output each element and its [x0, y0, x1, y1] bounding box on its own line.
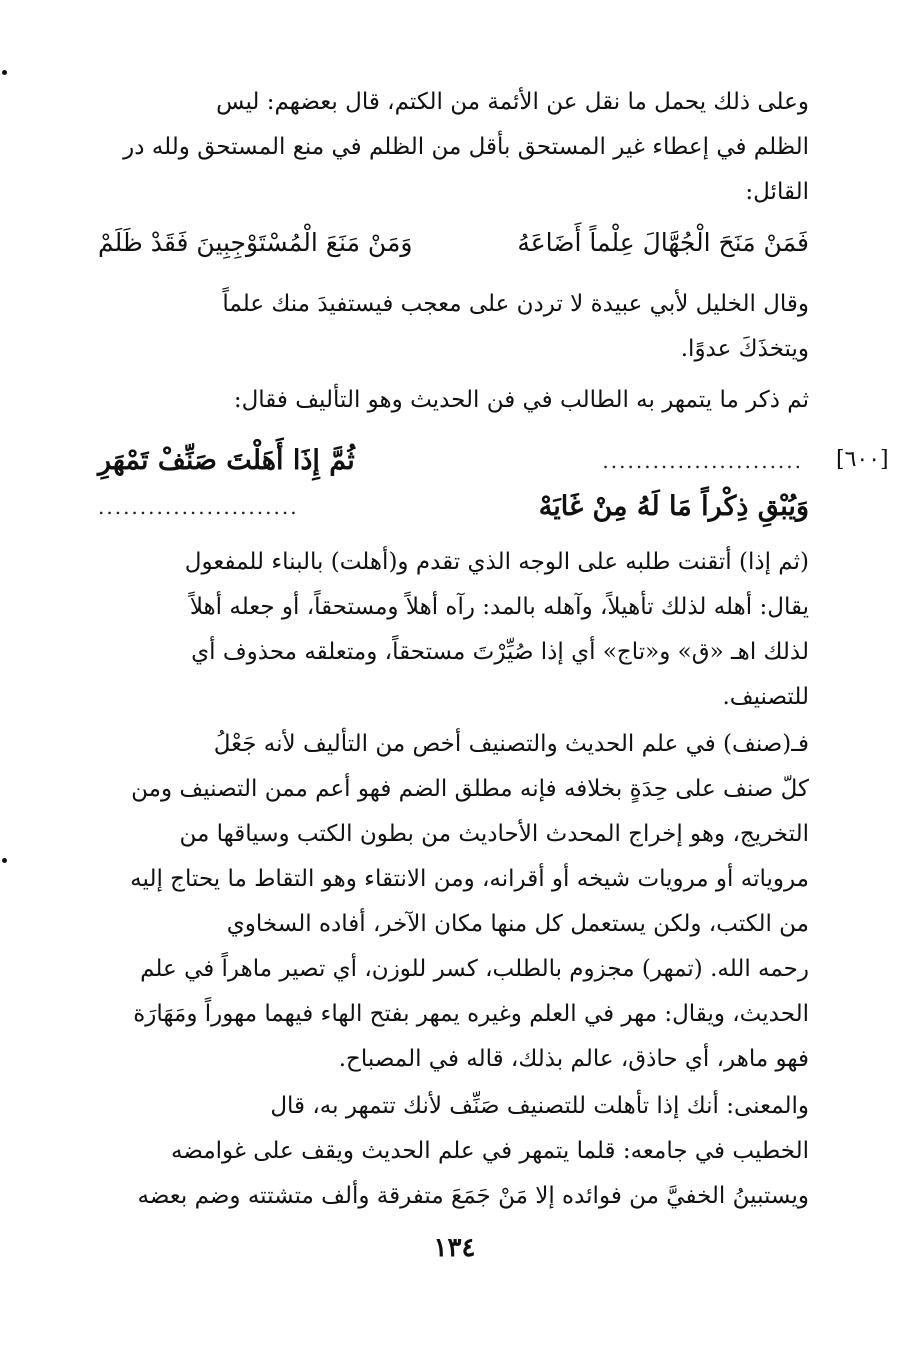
- dotted-filler: ........................: [98, 495, 299, 519]
- text-line: مروياته أو مرويات شيخه أو أقرانه، ومن الانتقاء وهو التقاط ما يحتاج إليه: [130, 866, 809, 892]
- text-line: التخريج، وهو إخراج المحدث الأحاديث من بطون الكتب وسياقها من: [179, 821, 809, 847]
- text-line: لذلك اهـ «ق» و«تاج» أي إذا صُيِّرْتَ مستحقاً، ومتعلقه محذوف أي: [191, 639, 809, 665]
- scan-edge-mark: [2, 70, 7, 75]
- text-line: (ثم إذا) أتقنت طلبه على الوجه الذي تقدم و(أهلت) بالبناء للمفعول: [184, 549, 809, 575]
- dotted-filler: ........................: [602, 449, 803, 473]
- text-line: ويتخذَكَ عدوًا.: [680, 336, 809, 362]
- paragraph-2: [98, 282, 809, 372]
- paragraph-4: [98, 540, 809, 720]
- text-line: وعلى ذلك يحمل ما نقل عن الأئمة من الكتم، قال بعضهم: ليس: [216, 89, 809, 115]
- poem-hemistich: ثُمَّ إِذَا أَهَلْتَ صَنِّفْ تَمْهَرِ: [98, 445, 355, 476]
- text-line: للتصنيف.: [722, 684, 809, 710]
- text-line: القائل:: [745, 179, 809, 205]
- text-line: ويستبينُ الخفيَّ من فوائده إلا مَنْ جَمَعَ متفرقة وألف متشتته وضم بعضه: [137, 1183, 809, 1209]
- poem-hemistich: وَيُبْقِ ذِكْراً مَا لَهُ مِنْ غَايَهْ: [538, 491, 809, 522]
- poem-line-2: [98, 482, 809, 532]
- text-line: الظلم في إعطاء غير المستحق بأقل من الظلم في منع المستحق ولله در: [123, 134, 809, 160]
- verse-number: [٦٠٠]: [836, 447, 889, 472]
- paragraph-3: [98, 378, 809, 423]
- verse-second-hemistich: وَمَنْ مَنَعَ الْمُسْتَوْجِبِينَ فَقَدْ ظَلَمْ: [98, 228, 413, 257]
- text-line: يقال: أهله لذلك تأهيلاً، وآهله بالمد: رآه أهلاً ومستحقاً، أو جعله أهلاً: [189, 594, 809, 620]
- page-number: ١٣٤: [433, 1233, 476, 1263]
- poem-line-1: [98, 436, 809, 486]
- quoted-verse: [98, 218, 809, 268]
- paragraph-6: [98, 1084, 809, 1219]
- text-line: رحمه الله. (تمهر) مجزوم بالطلب، كسر للوزن، أي تصير ماهراً في علم: [140, 956, 809, 982]
- text-line: ثم ذكر ما يتمهر به الطالب في فن الحديث وهو التأليف فقال:: [233, 387, 809, 413]
- text-line: من الكتب، ولكن يستعمل كل منها مكان الآخر، أفاده السخاوي: [226, 911, 809, 937]
- paragraph-1: [98, 80, 809, 215]
- text-line: والمعنى: أنك إذا تأهلت للتصنيف صَنِّف لأنك تتمهر به، قال: [270, 1093, 809, 1119]
- text-line: الخطيب في جامعه: قلما يتمهر في علم الحديث ويقف على غوامضه: [171, 1138, 809, 1164]
- paragraph-5: [98, 722, 809, 1082]
- text-line: الحديث، ويقال: مهر في العلم وغيره يمهر بفتح الهاء فيهما مهوراً ومَهَارَة: [133, 1001, 809, 1027]
- verse-first-hemistich: فَمَنْ مَنَحَ الْجُهَّالَ عِلْماً أَضَاعَهُ: [517, 228, 809, 257]
- text-line: فـ(صنف) في علم الحديث والتصنيف أخص من التأليف لأنه جَعْلُ: [213, 731, 809, 757]
- text-line: كلّ صنف على حِدَةٍ بخلافه فإنه مطلق الضم فهو أعم ممن التصنيف ومن: [131, 776, 809, 802]
- scan-edge-mark: [2, 858, 7, 863]
- text-line: فهو ماهر، أي حاذق، عالم بذلك، قاله في المصباح.: [338, 1046, 809, 1072]
- text-line: وقال الخليل لأبي عبيدة لا تردن على معجب فيستفيدَ منك علماً: [222, 291, 809, 317]
